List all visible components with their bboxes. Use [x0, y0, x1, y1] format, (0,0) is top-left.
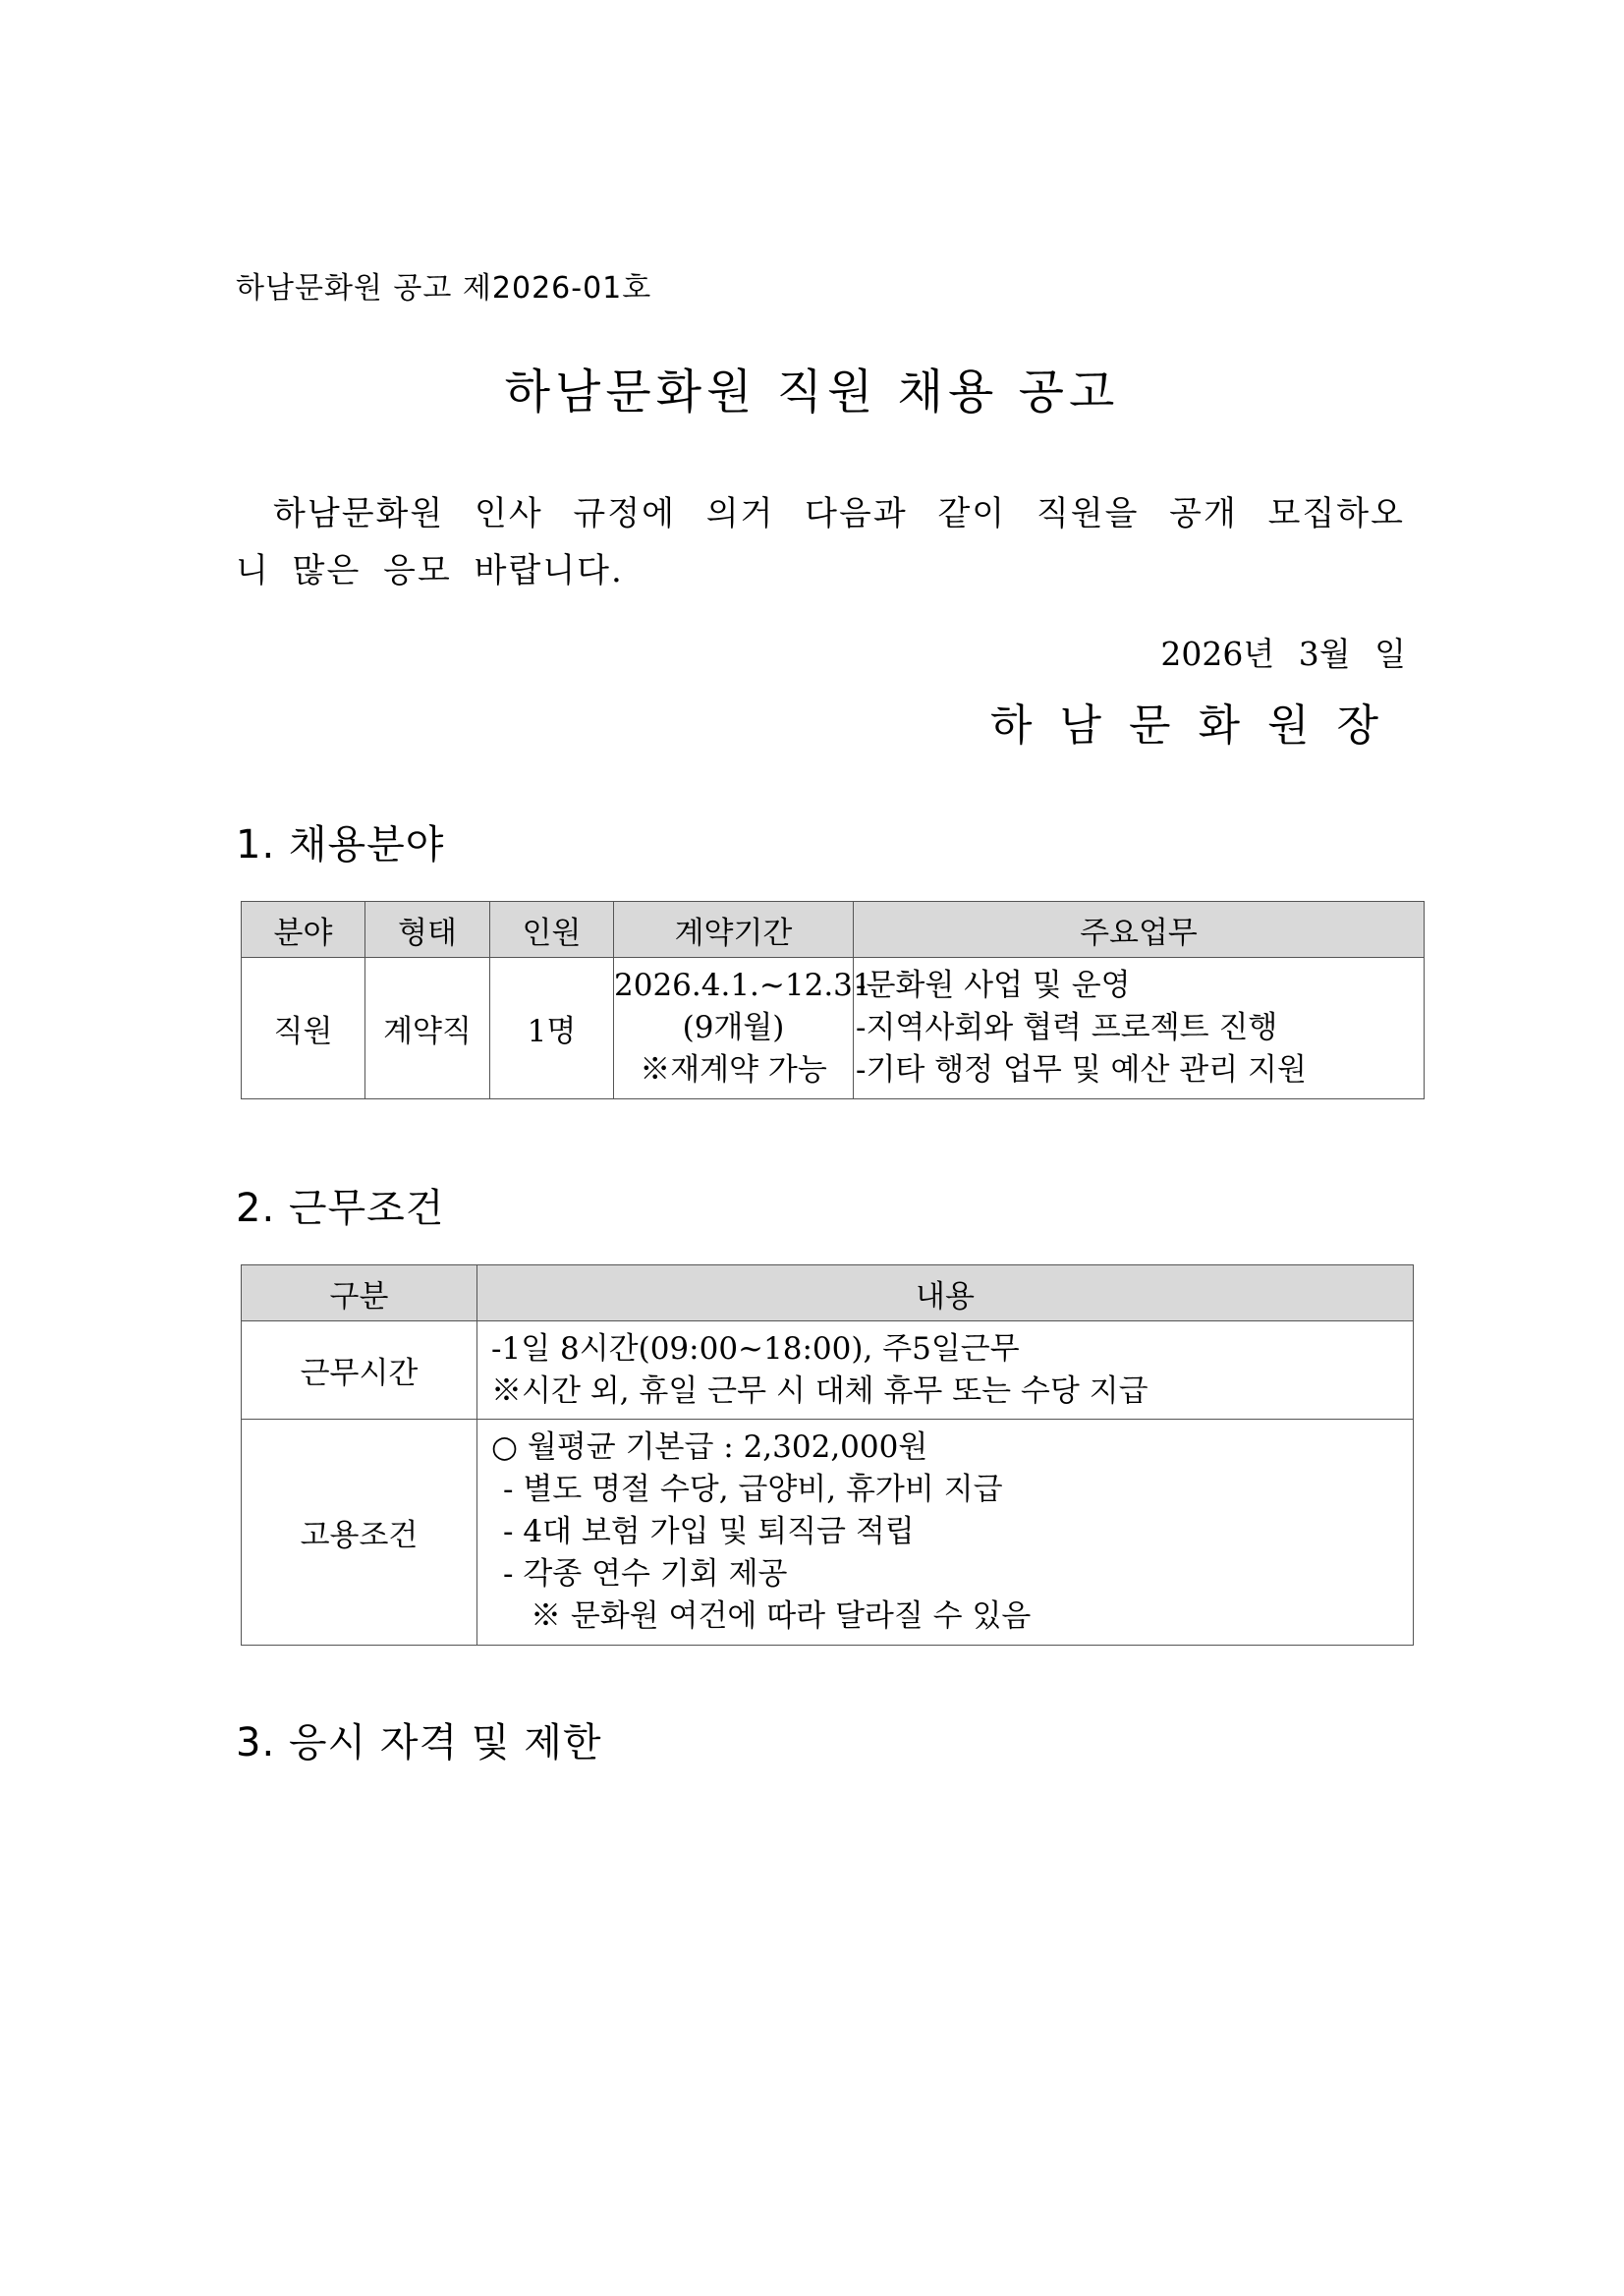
header-category: 구분 [242, 1265, 477, 1321]
row-label-work-hours: 근무시간 [242, 1321, 477, 1420]
table-row [242, 1420, 1414, 1646]
recruit-table [241, 901, 1425, 1099]
period-months: (9개월) [682, 1010, 785, 1045]
period-renewal-note: ※재계약 가능 [640, 1052, 827, 1088]
duty-item: -문화원 사업 및 운영 [856, 968, 1131, 1003]
section-heading-recruit: 1. 채용분야 [236, 822, 445, 868]
signer: 하남문화원장 [989, 700, 1406, 751]
row-content-work-hours [477, 1321, 1414, 1420]
notice-date: 2026년 3월 일 [1160, 635, 1406, 673]
table-header-row [242, 1265, 1414, 1321]
duty-item: -지역사회와 협력 프로젝트 진행 [856, 1010, 1278, 1045]
content-line: ※시간 외, 휴일 근무 시 대체 휴무 또는 수당 지급 [491, 1372, 1148, 1409]
intro-line-1: 하남문화원 인사 규정에 의거 다음과 같이 직원을 공개 모집하오 [273, 494, 1405, 533]
cell-type: 계약직 [365, 958, 490, 1099]
content-line: - 4대 보험 가입 및 퇴직금 적립 [503, 1514, 915, 1549]
section-heading-conditions: 2. 근무조건 [236, 1186, 445, 1231]
document-title: 하남문화원 직원 채용 공고 [504, 364, 1120, 420]
content-line: ○ 월평균 기본급 : 2,302,000원 [491, 1429, 928, 1465]
content-line: - 각종 연수 기회 제공 [503, 1556, 788, 1592]
period-range: 2026.4.1.~12.31 [614, 968, 872, 1003]
header-duties: 주요업무 [854, 902, 1425, 958]
header-type: 형태 [365, 902, 490, 958]
table-row [242, 958, 1425, 1099]
conditions-table [241, 1264, 1414, 1646]
header-count: 인원 [490, 902, 614, 958]
section-heading-eligibility: 3. 응시 자격 및 제한 [236, 1720, 602, 1765]
cell-field: 직원 [242, 958, 365, 1099]
intro-paragraph [236, 485, 1405, 599]
row-content-employment [477, 1420, 1414, 1646]
content-line: - 별도 명절 수당, 급양비, 휴가비 지급 [503, 1472, 1003, 1507]
cell-period [614, 958, 872, 1099]
content-line: -1일 8시간(09:00~18:00), 주5일근무 [491, 1330, 1020, 1367]
content-line: ※ 문화원 여건에 따라 달라질 수 있음 [531, 1598, 1032, 1634]
header-field: 분야 [242, 902, 365, 958]
duty-item: -기타 행정 업무 및 예산 관리 지원 [856, 1052, 1307, 1088]
header-content: 내용 [477, 1265, 1414, 1321]
header-period: 계약기간 [614, 902, 854, 958]
cell-count: 1명 [490, 958, 614, 1099]
table-row [242, 1321, 1414, 1420]
notice-number: 하남문화원 공고 제2026-01호 [236, 271, 652, 306]
intro-line-2: 니 많은 응모 바랍니다. [236, 551, 624, 590]
row-label-employment: 고용조건 [242, 1420, 477, 1646]
cell-duties [854, 958, 1425, 1099]
table-header-row [242, 902, 1425, 958]
